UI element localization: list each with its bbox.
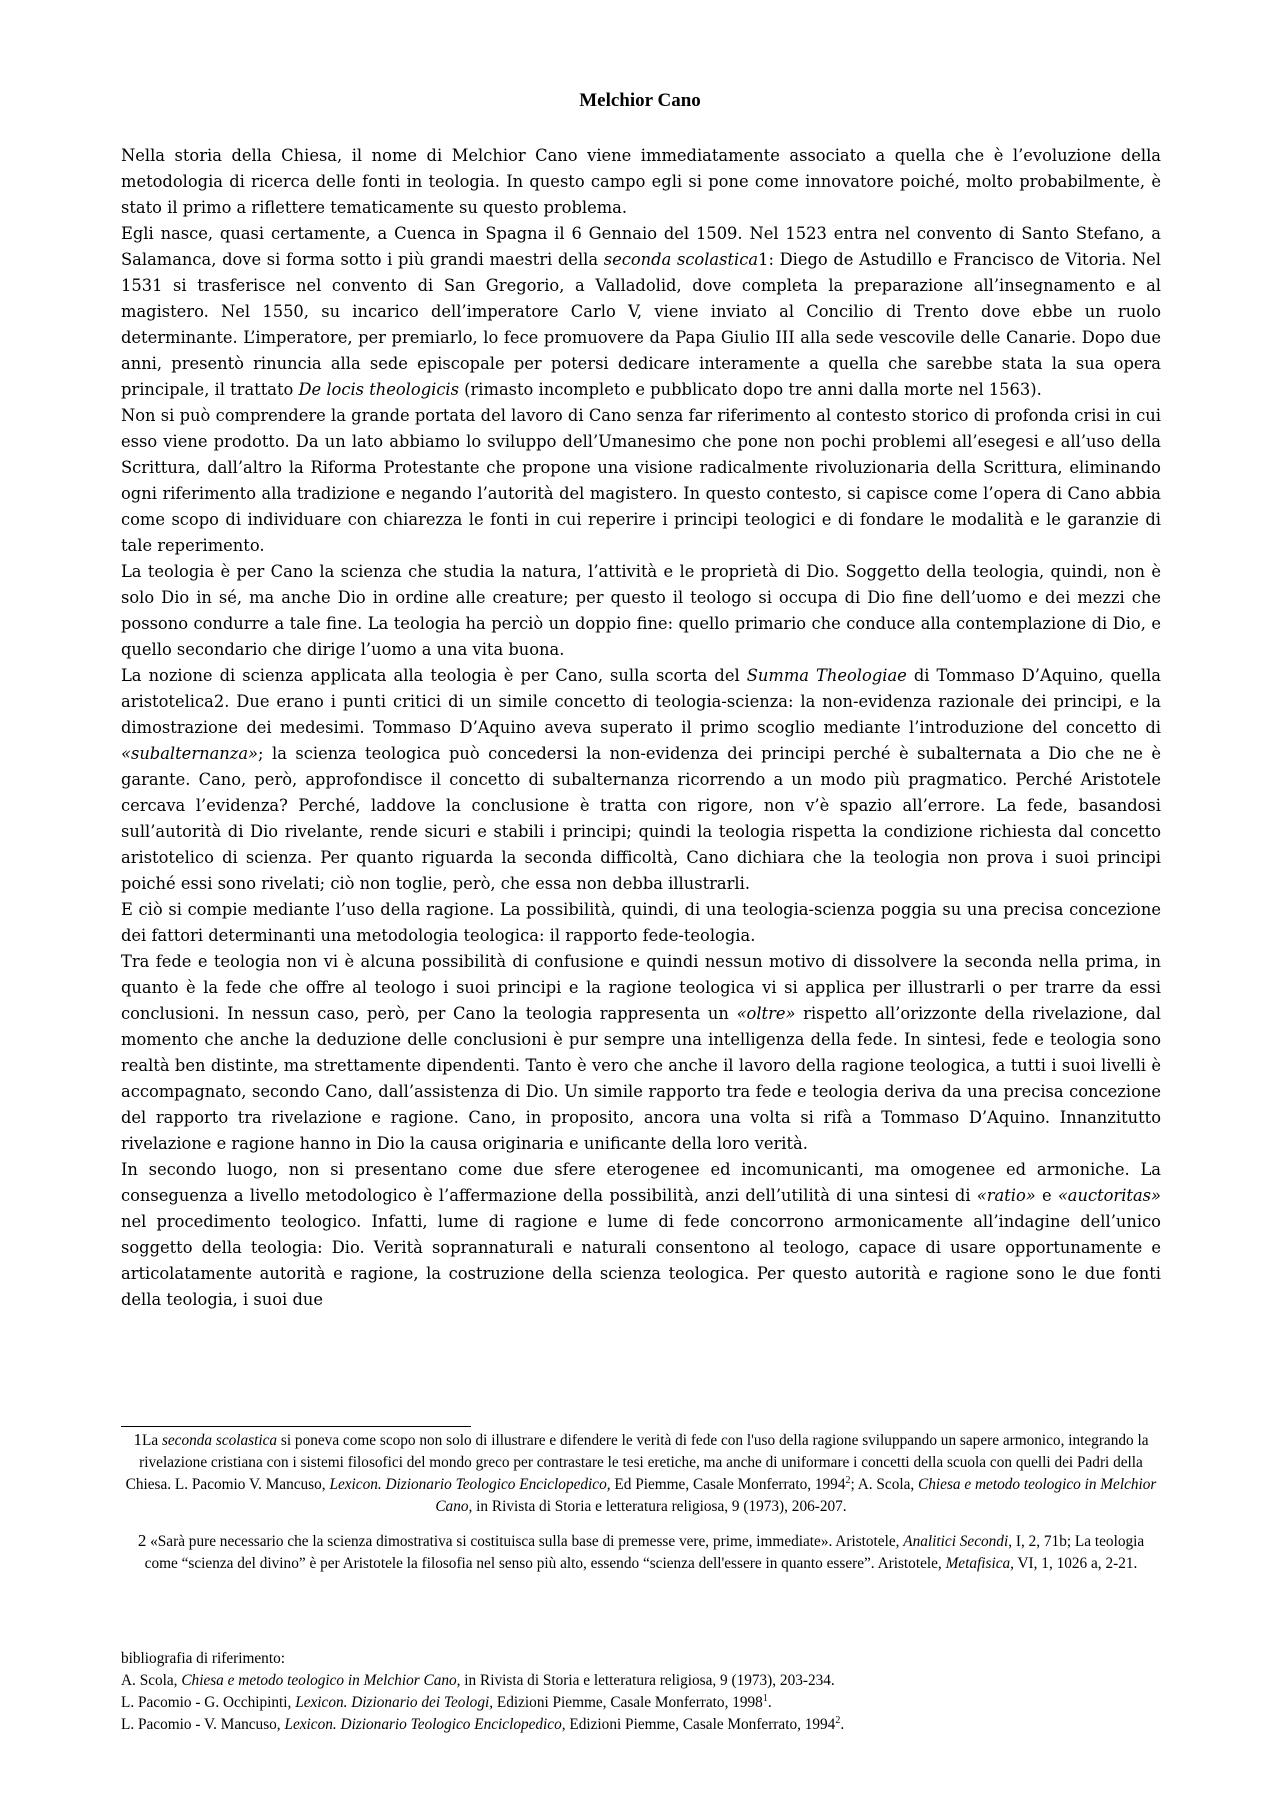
bibliography (121, 1648, 1161, 1736)
text-run: , I, 2, 71b; La teologia come “scienza del divino” è per Aristotele la filosofia nel senso più alto, essendo “scienza dell'essere in quanto essere”. Aristotele, (144, 1533, 1145, 1572)
text-run: . Due erano i punti critici di un simile concetto di teologia-scienza: la non-evidenza razionale dei principi, e la dimostrazione dei medesimi. Tommaso D’Aquino aveva superato il primo scoglio mediante l’introduzione del concetto di (121, 692, 1161, 737)
text-run: Tra fede e teologia non vi è alcuna possibilità di confusione e quindi nessun motivo di dissolvere la seconda nella prima, in quanto è la fede che offre al teologo i suoi principi e la ragione teologica vi si applica per illustrarli o per trarre da essi conclusioni. In nessun caso, però, per Cano la teologia rappresenta un (121, 952, 1161, 1023)
paragraph-2 (121, 221, 1161, 403)
bibliography-entry (121, 1692, 1161, 1714)
text-run: In secondo luogo, non si presentano come due sfere eterogenee ed incomunicanti, ma omogenee ed armoniche. La conseguenza a livello metodologico è l’affermazione della possibilità, anzi dell’utilità di una sintesi di (121, 1160, 1161, 1205)
text-run: si poneva come scopo non solo di illustrare e difendere le verità di fede con l'uso della ragione sviluppando un sapere armonico, integrando la rivelazione cristiana con i sistemi filosofici del mondo greco per contrastare le tesi eretiche, ma anche di uniformare i concetti della scuola con quelli dei Padri della Chiesa. L. Pacomio V. Mancuso, (125, 1432, 1149, 1493)
italic-title: Chiesa e metodo teologico in Melchior Cano, (181, 1672, 461, 1689)
italic-title: Lexicon. Dizionario Teologico Enciclopedico, (284, 1716, 566, 1733)
italic-title: Metafisica (945, 1555, 1011, 1572)
document-title: Melchior Cano (579, 90, 701, 111)
text-run: . (840, 1716, 845, 1733)
text-run: (rimasto incompleto e pubblicato dopo tre anni dalla morte nel 1563). (459, 380, 1042, 399)
footnote-2 (121, 1530, 1161, 1575)
footnote-number: 1 (133, 1430, 142, 1449)
paragraph-7 (121, 949, 1161, 1157)
text-run: . (767, 1694, 772, 1711)
bibliography-entry (121, 1714, 1161, 1736)
italic-term: «subalternanza» (121, 744, 259, 763)
text-run: «Sarà pure necessario che la scienza dimostrativa si costituisca sulla base di premesse vere, prime, immediate». Aristotele, (146, 1533, 904, 1550)
italic-term: seconda scolastica (161, 1432, 278, 1449)
italic-term: «ratio» (976, 1186, 1036, 1205)
italic-title: Summa Theologiae (746, 666, 907, 685)
text-run: : Diego de Astudillo e Francisco de Vitoria. Nel 1531 si trasferisce nel convento di San Gregorio, a Valladolid, dove completa la preparazione all’insegnamento e al magistero. Nel 1550, su incarico dell’imperatore Carlo V, viene inviato al Concilio di Trento dove ebbe un ruolo determinante. L’imperatore, per premiarlo, lo fece promuovere da Papa Giulio III alla sede vescovile delle Canarie. Dopo due anni, presentò rinuncia alla sede episcopale per potersi dedicare interamente a quella che sarebbe stata la sua opera principale, il trattato (121, 250, 1162, 399)
italic-term: seconda scolastica (603, 250, 759, 269)
italic-title: Lexicon. Dizionario dei Teologi, (295, 1694, 494, 1711)
italic-term: «oltre» (736, 1004, 796, 1023)
document-body (121, 143, 1161, 1313)
text-run: La nozione di scienza applicata alla teologia è per Cano, sulla scorta del (121, 666, 747, 685)
footnote-number: 2 (137, 1531, 147, 1550)
text-run: L. Pacomio - V. Mancuso, (121, 1716, 285, 1733)
paragraph-8 (121, 1157, 1161, 1313)
italic-term: «auctoritas» (1057, 1186, 1161, 1205)
italic-title: De locis theologicis (298, 380, 459, 399)
text-run: , VI, 1, 1026 a, 2-21. (1010, 1555, 1138, 1572)
paragraph-4: La teologia è per Cano la scienza che studia la natura, l’attività e le proprietà di Dio. Soggetto della teologia, quindi, non è solo Dio in sé, ma anche Dio in ordine alle creature; per questo il teologo si occupa di Dio fine dell’uomo e dei mezzi che possono condurre a tale fine. La teologia ha perciò un doppio fine: quello primario che conduce alla contemplazione di Dio, e quello secondario che dirige l’uomo a una vita buona. (121, 562, 1161, 659)
paragraph-1: Nella storia della Chiesa, il nome di Melchior Cano viene immediatamente associato a quella che è l’evoluzione della metodologia di ricerca delle fonti in teologia. In questo campo egli si pone come innovatore poiché, molto probabilmente, è stato il primo a riflettere tematicamente su questo problema. (121, 146, 1161, 217)
text-run: ; A. Scola, (850, 1476, 919, 1493)
footnote-ref-1: 1 (758, 250, 769, 269)
text-run: L. Pacomio - G. Occhipinti, (121, 1694, 296, 1711)
text-run: in Rivista di Storia e letteratura religiosa, 9 (1973), 203-234. (460, 1672, 835, 1689)
italic-title: Chiesa e metodo teologico in Melchior Cano, (435, 1476, 1157, 1515)
footnote-separator (121, 1426, 471, 1427)
italic-title: Lexicon. Dizionario Teologico Enciclopedico, (329, 1476, 611, 1493)
text-run: rispetto all’orizzonte della rivelazione, dal momento che anche la deduzione delle conclusioni è pur sempre una intelligenza della fede. In sintesi, fede e teologia sono realtà ben distinte, ma strettamente dipendenti. Tanto è vero che anche il lavoro della ragione teologica, a tutti i suoi livelli è accompagnato, secondo Cano, dall’assistenza di Dio. Un simile rapporto tra fede e teologia deriva da una precisa concezione del rapporto tra rivelazione e ragione. Cano, in proposito, ancora una volta si rifà a Tommaso D’Aquino. Innanzitutto rivelazione e ragione hanno in Dio la causa originaria e unificante della loro verità. (121, 1004, 1162, 1153)
text-run: nel procedimento teologico. Infatti, lume di ragione e lume di fede concorrono armonicamente all’indagine dell’unico soggetto della teologia: Dio. Verità soprannaturali e naturali consentono al teologo, capace di usare opportunamente e articolatamente autorità e ragione, la costruzione della scienza teologica. Per questo autorità e ragione sono le due fonti della teologia, i suoi due (121, 1212, 1161, 1309)
text-run: Egli nasce, quasi certamente, a Cuenca in Spagna il 6 Gennaio del 1509. Nel 1523 entra nel convento di Santo Stefano, a Salamanca, dove si forma sotto i più grandi maestri della (121, 224, 1161, 269)
paragraph-5 (121, 663, 1161, 897)
text-run: La (141, 1432, 162, 1449)
paragraph-6: E ciò si compie mediante l’uso della ragione. La possibilità, quindi, di una teologia-scienza poggia su una precisa concezione dei fattori determinanti una metodologia teologica: il rapporto fede-teologia. (121, 900, 1161, 945)
edition-superscript: 2 (845, 1474, 851, 1486)
footnotes (121, 1429, 1161, 1575)
paragraph-3: Non si può comprendere la grande portata del lavoro di Cano senza far riferimento al contesto storico di profonda crisi in cui esso viene prodotto. Da un lato abbiamo lo sviluppo dell’Umanesimo che pone non pochi problemi all’esegesi e all’uso della Scrittura, dall’altro la Riforma Protestante che propone una visione radicalmente rivoluzionaria della Scrittura, eliminando ogni riferimento alla tradizione e negando l’autorità del magistero. In questo contesto, si capisce come l’opera di Cano abbia come scopo di individuare con chiarezza le fonti in cui reperire i principi teologici e di fondare le modalità e le garanzie di tale reperimento. (121, 406, 1161, 555)
text-run: ; la scienza teologica può concedersi la non-evidenza dei principi perché è subalternata a Dio che ne è garante. Cano, però, approfondisce il concetto di subalternanza ricorrendo a un modo più pragmatico. Perché Aristotele cercava l’evidenza? Perché, laddove la conclusione è tratta con rigore, non v’è spazio all’errore. La fede, basandosi sull’autorità di Dio rivelante, rende sicuri e stabili i principi; quindi la teologia rispetta la condizione richiesta dal concetto aristotelico di scienza. Per quanto riguarda la seconda difficoltà, Cano dichiara che la teologia non prova i suoi principi poiché essi sono rivelati; ciò non toglie, però, che essa non debba illustrarli. (121, 744, 1161, 893)
text-run: Ed Piemme, Casale Monferrato, 1994 (610, 1476, 846, 1493)
text-run: di Tommaso D’Aquino, quella aristotelica (121, 666, 1162, 711)
edition-superscript: 2 (835, 1714, 841, 1726)
footnote-1 (121, 1429, 1161, 1518)
text-run: in Rivista di Storia e letteratura religiosa, 9 (1973), 206-207. (472, 1498, 847, 1515)
text-run: e (1035, 1186, 1058, 1205)
text-run: Edizioni Piemme, Casale Monferrato, 1994 (565, 1716, 836, 1733)
italic-title: Analitici Secondi (903, 1533, 1009, 1550)
text-run: Edizioni Piemme, Casale Monferrato, 1998 (493, 1694, 763, 1711)
edition-superscript: 1 (762, 1692, 768, 1704)
footnote-ref-2: 2 (213, 692, 225, 711)
text-run: A. Scola, (121, 1672, 182, 1689)
bibliography-entry (121, 1670, 1161, 1692)
bibliography-heading: bibliografia di riferimento: (121, 1650, 285, 1667)
